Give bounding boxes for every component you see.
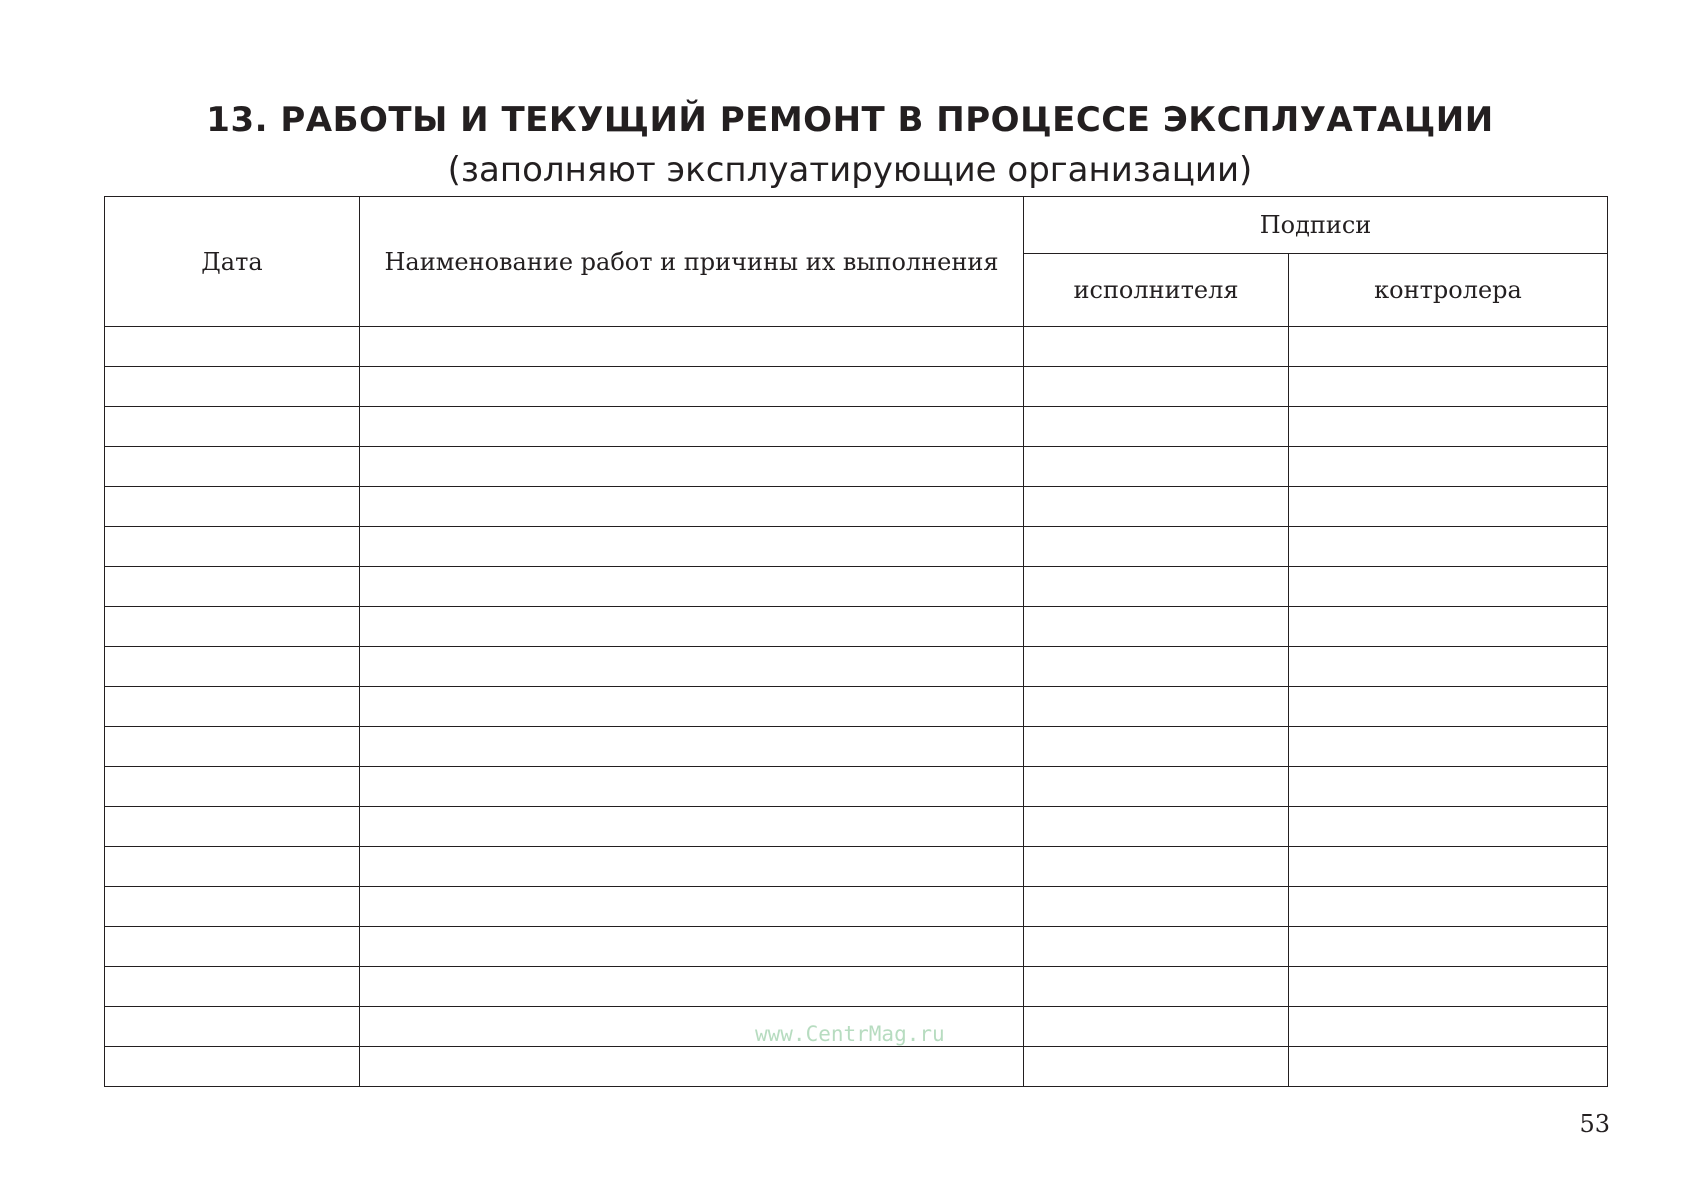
cell-work-name xyxy=(360,767,1024,807)
cell-work-name xyxy=(360,327,1024,367)
cell-executor-signature xyxy=(1024,487,1289,527)
cell-controller-signature xyxy=(1289,727,1608,767)
table-row xyxy=(105,447,1608,487)
cell-work-name xyxy=(360,727,1024,767)
table-row xyxy=(105,487,1608,527)
table-row xyxy=(105,607,1608,647)
table-row xyxy=(105,327,1608,367)
table-row xyxy=(105,967,1608,1007)
cell-controller-signature xyxy=(1289,1047,1608,1087)
cell-executor-signature xyxy=(1024,447,1289,487)
cell-controller-signature xyxy=(1289,367,1608,407)
cell-date xyxy=(105,607,360,647)
header-work-name: Наименование работ и причины их выполнения xyxy=(360,197,1024,327)
cell-executor-signature xyxy=(1024,807,1289,847)
table-body xyxy=(105,327,1608,1087)
cell-date xyxy=(105,367,360,407)
cell-date xyxy=(105,1047,360,1087)
cell-executor-signature xyxy=(1024,1047,1289,1087)
table-row xyxy=(105,567,1608,607)
table-row xyxy=(105,687,1608,727)
cell-executor-signature xyxy=(1024,887,1289,927)
cell-executor-signature xyxy=(1024,927,1289,967)
cell-controller-signature xyxy=(1289,767,1608,807)
table-row xyxy=(105,407,1608,447)
cell-executor-signature xyxy=(1024,967,1289,1007)
cell-date xyxy=(105,847,360,887)
cell-work-name xyxy=(360,887,1024,927)
cell-work-name xyxy=(360,847,1024,887)
section-title: 13. РАБОТЫ И ТЕКУЩИЙ РЕМОНТ В ПРОЦЕССЕ ЭКСПЛУАТАЦИИ xyxy=(206,100,1494,140)
cell-controller-signature xyxy=(1289,647,1608,687)
cell-controller-signature xyxy=(1289,927,1608,967)
cell-executor-signature xyxy=(1024,367,1289,407)
watermark: www.CentrMag.ru xyxy=(755,1022,945,1046)
cell-controller-signature xyxy=(1289,407,1608,447)
cell-date xyxy=(105,447,360,487)
table-row xyxy=(105,847,1608,887)
table-row xyxy=(105,807,1608,847)
cell-work-name xyxy=(360,687,1024,727)
cell-work-name xyxy=(360,607,1024,647)
table-row xyxy=(105,647,1608,687)
cell-controller-signature xyxy=(1289,567,1608,607)
cell-executor-signature xyxy=(1024,1007,1289,1047)
cell-date xyxy=(105,807,360,847)
table-row xyxy=(105,727,1608,767)
cell-date xyxy=(105,327,360,367)
cell-date xyxy=(105,767,360,807)
cell-executor-signature xyxy=(1024,567,1289,607)
cell-date xyxy=(105,567,360,607)
cell-executor-signature xyxy=(1024,607,1289,647)
cell-work-name xyxy=(360,447,1024,487)
cell-executor-signature xyxy=(1024,687,1289,727)
cell-controller-signature xyxy=(1289,1007,1608,1047)
cell-work-name xyxy=(360,367,1024,407)
cell-date xyxy=(105,927,360,967)
section-subtitle: (заполняют эксплуатирующие организации) xyxy=(447,150,1253,190)
maintenance-log-table xyxy=(104,196,1608,1087)
cell-date xyxy=(105,887,360,927)
table-row xyxy=(105,767,1608,807)
cell-date xyxy=(105,487,360,527)
cell-controller-signature xyxy=(1289,967,1608,1007)
cell-date xyxy=(105,727,360,767)
cell-executor-signature xyxy=(1024,327,1289,367)
cell-date xyxy=(105,1007,360,1047)
cell-controller-signature xyxy=(1289,327,1608,367)
cell-work-name xyxy=(360,807,1024,847)
cell-work-name xyxy=(360,967,1024,1007)
page-number: 53 xyxy=(1579,1110,1610,1138)
cell-executor-signature xyxy=(1024,647,1289,687)
table-row xyxy=(105,1047,1608,1087)
cell-controller-signature xyxy=(1289,487,1608,527)
cell-date xyxy=(105,687,360,727)
cell-executor-signature xyxy=(1024,407,1289,447)
table-row xyxy=(105,927,1608,967)
header-date: Дата xyxy=(105,197,360,327)
header-executor: исполнителя xyxy=(1024,254,1289,327)
cell-date xyxy=(105,967,360,1007)
cell-work-name xyxy=(360,567,1024,607)
cell-executor-signature xyxy=(1024,527,1289,567)
table-row xyxy=(105,367,1608,407)
cell-date xyxy=(105,527,360,567)
cell-work-name xyxy=(360,927,1024,967)
cell-controller-signature xyxy=(1289,847,1608,887)
header-signatures: Подписи xyxy=(1024,197,1608,254)
cell-work-name xyxy=(360,647,1024,687)
table-row xyxy=(105,887,1608,927)
cell-work-name xyxy=(360,487,1024,527)
cell-controller-signature xyxy=(1289,807,1608,847)
cell-work-name xyxy=(360,407,1024,447)
table-row xyxy=(105,527,1608,567)
cell-work-name xyxy=(360,1047,1024,1087)
cell-executor-signature xyxy=(1024,847,1289,887)
cell-executor-signature xyxy=(1024,727,1289,767)
cell-controller-signature xyxy=(1289,447,1608,487)
cell-date xyxy=(105,407,360,447)
cell-controller-signature xyxy=(1289,527,1608,567)
cell-controller-signature xyxy=(1289,607,1608,647)
cell-work-name xyxy=(360,527,1024,567)
cell-date xyxy=(105,647,360,687)
cell-controller-signature xyxy=(1289,887,1608,927)
header-controller: контролера xyxy=(1289,254,1608,327)
cell-executor-signature xyxy=(1024,767,1289,807)
cell-controller-signature xyxy=(1289,687,1608,727)
